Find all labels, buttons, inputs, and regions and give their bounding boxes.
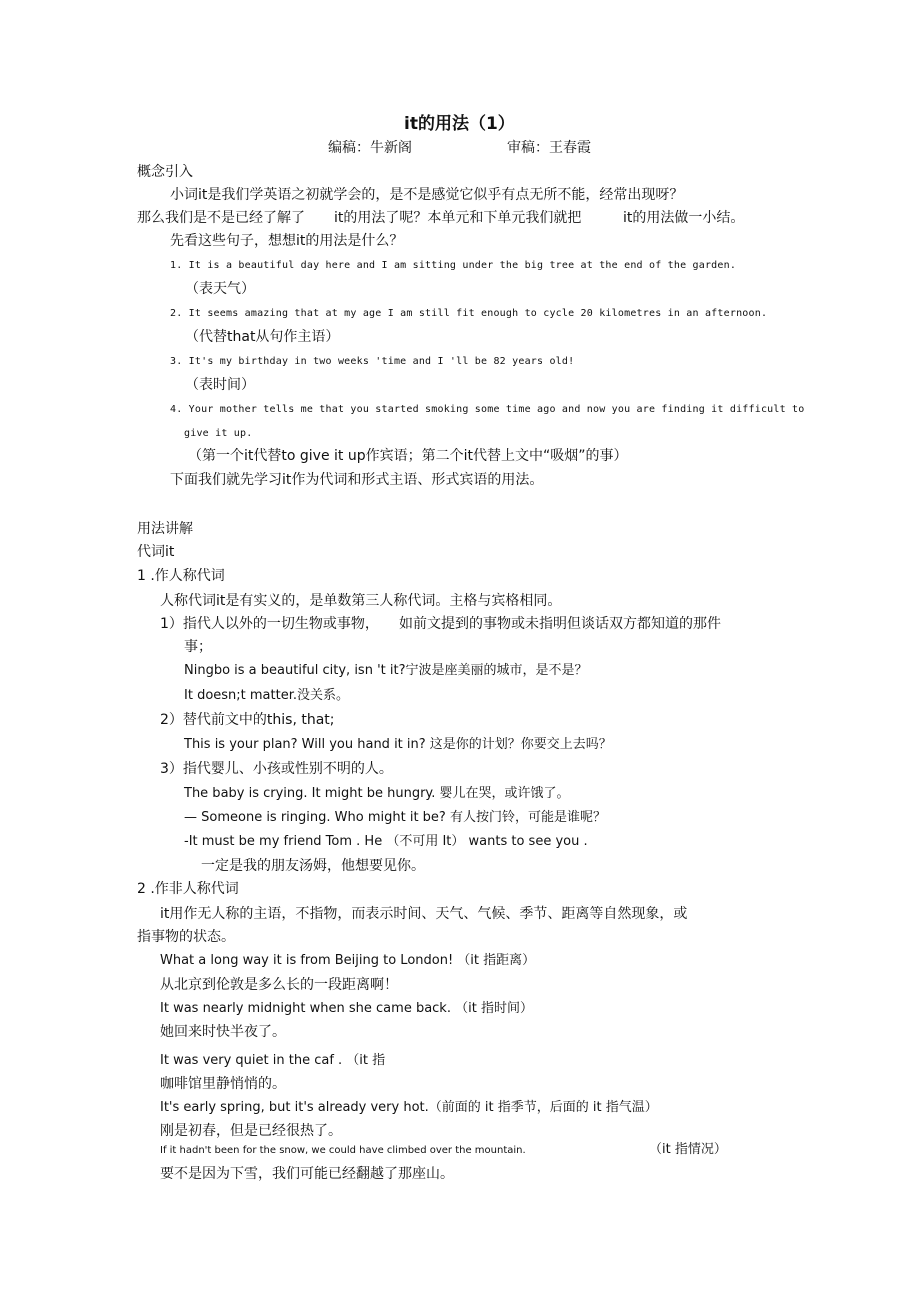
paragraph: 那么我们是不是已经了解了 <box>137 210 305 226</box>
example-translation: 要不是因为下雪，我们可能已经翻越了那座山。 <box>160 1166 454 1182</box>
example-note: （表天气） <box>185 281 255 297</box>
example-translation: 她回来时快半夜了。 <box>160 1024 286 1040</box>
list-item: 如前文提到的事物或未指明但谈话双方都知道的那件 <box>399 616 721 632</box>
example-sentence: 1. It is a beautiful day here and I am sitting under the big tree at the end of the garden. <box>170 260 737 271</box>
list-item: 1）指代人以外的一切生物或事物， <box>160 616 379 632</box>
example-sentence: What a long way it is from Beijing to London! （it 指距离） <box>160 953 536 968</box>
paragraph: 人称代词it是有实义的，是单数第三人称代词。主格与宾格相同。 <box>160 593 562 609</box>
paragraph: 指事物的状态。 <box>137 929 235 945</box>
subsection-heading: 2 .作非人称代词 <box>137 881 239 897</box>
example-sentence: 4. Your mother tells me that you started smoking some time ago and now you are finding it difficult to <box>170 404 805 415</box>
paragraph: 先看这些句子，想想it的用法是什么？ <box>170 233 404 249</box>
example-sentence: Ningbo is a beautiful city, isn 't it?宁波是座美丽的城市，是不是？ <box>184 663 588 678</box>
example-sentence: It doesn;t matter.没关系。 <box>184 688 349 703</box>
subsection-heading: 1 .作人称代词 <box>137 568 225 584</box>
paragraph: 小词it是我们学英语之初就学会的，是不是感觉它似乎有点无所不能，经常出现呀？ <box>170 187 684 203</box>
example-sentence: If it hadn't been for the snow, we could have climbed over the mountain. <box>160 1145 526 1156</box>
list-item: 2）替代前文中的this, that; <box>160 712 335 728</box>
example-sentence: -It must be my friend Tom . He （不可用 It） wants to see you . <box>184 834 588 849</box>
example-sentence: The baby is crying. It might be hungry. 婴儿在哭，或许饿了。 <box>184 786 570 801</box>
example-note: （表时间） <box>185 377 255 393</box>
example-note: （代替that从句作主语） <box>185 329 340 345</box>
example-sentence: It was very quiet in the caf . （it 指 <box>160 1053 386 1068</box>
paragraph: it的用法做一小结。 <box>623 210 745 226</box>
example-translation: 刚是初春，但是已经很热了。 <box>160 1123 342 1139</box>
section-heading-usage: 用法讲解 <box>137 521 193 537</box>
example-sentence: 3. It's my birthday in two weeks 'time and I 'll be 82 years old! <box>170 356 575 367</box>
example-note: （第一个it代替to give it up作宾语；第二个it代替上文中“吸烟”的事） <box>188 448 628 464</box>
example-sentence: — Someone is ringing. Who might it be? 有人按门铃，可能是谁呢？ <box>184 810 606 825</box>
example-sentence: This is your plan? Will you hand it in? 这是你的计划？你要交上去吗？ <box>184 737 612 752</box>
paragraph: 下面我们就先学习it作为代词和形式主语、形式宾语的用法。 <box>170 472 544 488</box>
list-item: 事； <box>184 639 212 655</box>
example-translation: 从北京到伦敦是多么长的一段距离啊！ <box>160 977 398 993</box>
section-heading-intro: 概念引入 <box>137 164 193 180</box>
example-sentence: It's early spring, but it's already very hot.（前面的 it 指季节，后面的 it 指气温） <box>160 1100 658 1115</box>
example-sentence: It was nearly midnight when she came back. （it 指时间） <box>160 1001 533 1016</box>
example-sentence: give it up. <box>184 428 253 439</box>
example-translation: 咖啡馆里静悄悄的。 <box>160 1076 286 1092</box>
subsection-heading: 代词it <box>137 544 175 560</box>
example-note: （it 指情况） <box>649 1142 727 1157</box>
example-sentence: 2. It seems amazing that at my age I am still fit enough to cycle 20 kilometres in an afternoon. <box>170 308 768 319</box>
editor-credit: 编稿：牛新阁 <box>328 140 412 156</box>
example-translation: 一定是我的朋友汤姆，他想要见你。 <box>201 858 425 874</box>
paragraph: it用作无人称的主语，不指物，而表示时间、天气、气候、季节、距离等自然现象，或 <box>160 906 688 922</box>
reviewer-credit: 审稿：王春霞 <box>507 140 591 156</box>
list-item: 3）指代婴儿、小孩或性别不明的人。 <box>160 761 393 777</box>
doc-title: it的用法（1） <box>404 114 515 134</box>
paragraph: it的用法了呢？本单元和下单元我们就把 <box>334 210 582 226</box>
